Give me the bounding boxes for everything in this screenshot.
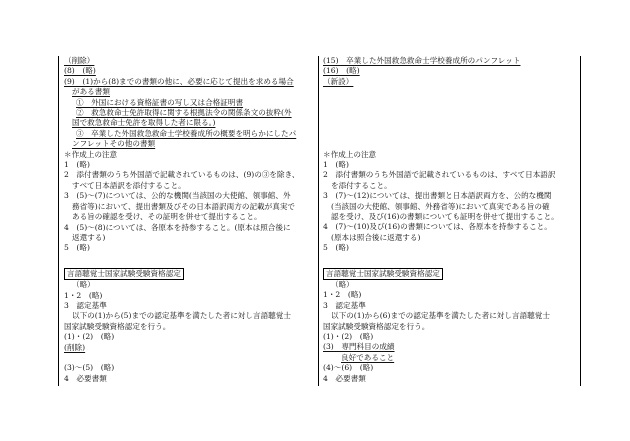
left-line: (削除) [64,342,86,352]
left-line: すべて日本語訳を添付すること。 [72,180,186,190]
left-line: 3 認定基準 [64,300,107,310]
right-line: 以下の(1)から(6)までの認定基準を満たした者に対し言語聴覚士 [331,311,550,321]
left-line: ＊作成上の注意 [64,149,118,159]
right-line: 認を受け、及び(16)の書類についても証明を併せて提出すること。 [331,212,559,221]
left-line: 務省等)において、提出書類及びその日本語訳両方の記載が真実で [72,201,296,211]
right-line: 1・2 (略) [323,290,362,300]
right-line: 1 (略) [323,159,349,169]
left-line: （削除） [64,56,95,65]
left-line: 4 (5)～(8)については、各原本を持参すること。(原本は照合後に [64,222,291,232]
left-line: (9) (1)から(8)までの書類の他に、必要に応じて提出を求める場合 [64,76,294,86]
left-line: （略） [72,280,95,290]
left-line: ③ 卒業した外国救急救命士学校養成所の概要を明らかにしたパ [76,128,297,138]
left-line: 国で救急救命士免許を取得した者に限る。) [72,118,216,128]
left-line: (8) (略) [64,66,96,76]
right-line: （略） [331,280,354,290]
left-line: 返還する) [72,232,106,242]
left-line: 国家試験受験資格認定を行う。 [64,321,171,331]
left-line: 2 添付書類のうち外国語で記載されているものは、(9)の③を除き、 [64,170,300,180]
column-divider [318,56,319,386]
right-line: ＊作成上の注意 [323,149,377,159]
left-line: (1)・(2) (略) [64,332,115,342]
right-line: 3 (7)～(12)については、提出書類と日本語訳両方を、公的な機関 [323,191,552,201]
right-line: 3 認定基準 [323,300,366,310]
right-line: 良好であること [341,352,395,362]
left-line: 4 必要書類 [64,373,107,383]
right-line: (16) (略) [323,66,360,76]
left-line: がある書類 [72,87,110,97]
left-line: 以下の(1)から(5)までの認定基準を満たした者に対し言語聴覚士 [72,311,291,321]
right-line: (15) 卒業した外国救急救命士学校養成所のパンフレット [323,56,521,65]
right-line: (当該国の大使館、領事館、外務省等)において真実である旨の確 [331,201,550,211]
right-line: 4 必要書類 [323,373,366,383]
right-cert-title: 言語聴覚士国家試験受験資格認定 [323,268,443,280]
left-line: ある旨の確認を受け、その証明を併せて提出すること。 [72,212,262,222]
left-line: 1・2 (略) [64,290,103,300]
right-line: 4 (7)～(10)及び(16)の書類については、各原本を持参すること。 [323,222,552,232]
left-cert-title: 言語聴覚士国家試験受験資格認定 [64,268,184,280]
right-column [323,56,575,384]
right-line: （新設） [323,76,354,86]
right-line: を添付すること。 [331,180,392,190]
left-line: 1 (略) [64,160,90,170]
right-line: (3) 専門科目の成績 [323,342,395,352]
right-line: 5 (略) [323,243,349,253]
right-line: (4)～(6) (略) [323,363,374,373]
left-line: ② 救急救命士免許取得に関する根拠法令の関係条文の抜粋(外 [76,108,292,118]
left-line: ンフレットその他の書類 [72,139,156,149]
right-line: 2 添付書類のうち外国語で記載されているものは、すべて日本語訳 [323,170,556,180]
left-line: 5 (略) [64,243,90,253]
left-column [64,56,314,384]
right-line: (原本は照合後に返還する) [331,232,421,242]
left-line: ① 外国における資格証書の写し又は合格証明書 [76,97,244,107]
left-line: (3)～(5) (略) [64,363,115,373]
right-line: (1)・(2) (略) [323,332,374,342]
right-line: 国家試験受験資格認定を行う。 [323,321,430,331]
left-line: 3 (5)～(7)については、公的な機関(当該国の大使館、領事館、外 [64,191,291,201]
